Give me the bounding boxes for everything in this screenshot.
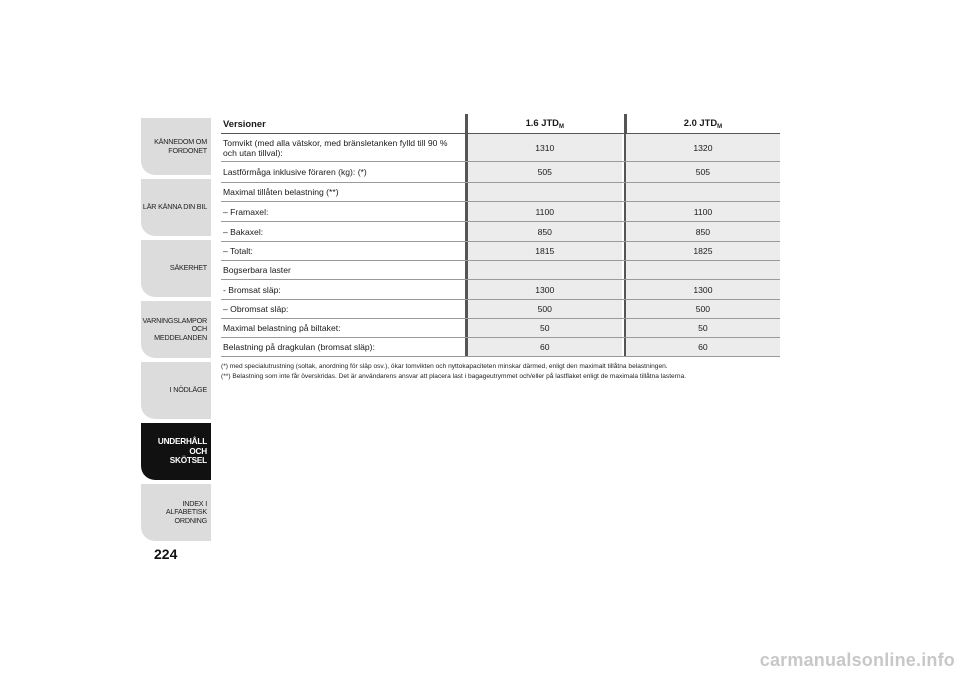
header-versions: Versioner (223, 117, 266, 129)
cell-value: 1100 (468, 202, 622, 221)
table-row (221, 242, 780, 261)
row-label: Belastning på dragkulan (bromsat släp): (223, 342, 375, 352)
cell-value: 1300 (626, 280, 780, 299)
footnote-2: (**) Belastning som inte får överskridas. Det är användarens ansvar att placera last i bagageutrymmet och/eller på lastflaket enligt de maximala tillåtna lasterna. (221, 373, 687, 380)
cell-value: 1100 (626, 202, 780, 221)
table-row (221, 280, 780, 300)
row-label: Tomvikt (med alla vätskor, med bränsletanken fylld till 90 % och utan tillval): (223, 137, 448, 158)
tab-index[interactable]: INDEX I ALFABETISK ORDNING (141, 484, 211, 541)
cell-value: 500 (468, 300, 622, 318)
tab-sakerhet[interactable]: SÄKERHET (141, 240, 211, 297)
table-row (221, 202, 780, 222)
cell-value: 60 (626, 338, 780, 356)
row-label: – Framaxel: (223, 206, 269, 217)
table-row (221, 338, 780, 357)
weights-table (221, 114, 780, 357)
cell-value: 50 (468, 319, 622, 337)
table-row (221, 134, 780, 162)
header-col-1: 1.6 $JTD_M$ (525, 117, 564, 130)
table-row (221, 261, 780, 280)
footnotes (221, 362, 781, 382)
row-label: – Obromsat släp: (223, 304, 289, 314)
table-row (221, 319, 780, 338)
table-header (221, 114, 780, 134)
cell-value: 1320 (626, 134, 780, 161)
row-label: Bogserbara laster (223, 265, 291, 275)
row-label: - Bromsat släp: (223, 284, 281, 295)
cell-value: 60 (468, 338, 622, 356)
footnote-1: (*) med specialutrustning (soltak, anordning för släp osv.), ökar tomvikten och nyttokapaciteten minskar därmed, enligt den maximalt tillåtna belastningen. (221, 363, 668, 370)
cell-value: 505 (626, 162, 780, 182)
row-label: Lastförmåga inklusive föraren (kg): (*) (223, 167, 367, 177)
table-row (221, 162, 780, 183)
cell-value: 500 (626, 300, 780, 318)
watermark: carmanualsonline.info (759, 650, 955, 670)
cell-value: 505 (468, 162, 622, 182)
row-label: – Totalt: (223, 246, 253, 256)
tab-kannedom-om-fordonet[interactable]: KÄNNEDOM OM FORDONET (141, 118, 211, 175)
tab-lar-kanna-din-bil[interactable]: LÄR KÄNNA DIN BIL (141, 179, 211, 236)
row-label: – Bakaxel: (223, 226, 264, 237)
cell-value: 850 (468, 222, 622, 241)
table-row (221, 183, 780, 202)
cell-value: 1300 (468, 280, 622, 299)
cell-value: 1310 (468, 134, 622, 161)
row-label: Maximal belastning på biltaket: (223, 323, 341, 333)
page-number: 224 (154, 546, 178, 562)
cell-value: 1825 (626, 242, 780, 260)
cell-value: 50 (626, 319, 780, 337)
cell-value: 850 (626, 222, 780, 241)
table-row (221, 300, 780, 319)
cell-value: 1815 (468, 242, 622, 260)
table-row (221, 222, 780, 242)
row-label: Maximal tillåten belastning (**) (223, 187, 339, 197)
tab-underhall-och-skotsel[interactable]: UNDERHÅLL OCH SKÖTSEL (141, 423, 211, 480)
tab-varningslampor[interactable]: VARNINGSLAMPOR OCH MEDDELANDEN (141, 301, 211, 358)
header-col-2: 2.0 $JTD_M$ (683, 117, 723, 130)
tab-i-nodlage[interactable]: I NÖDLÄGE (141, 362, 211, 419)
